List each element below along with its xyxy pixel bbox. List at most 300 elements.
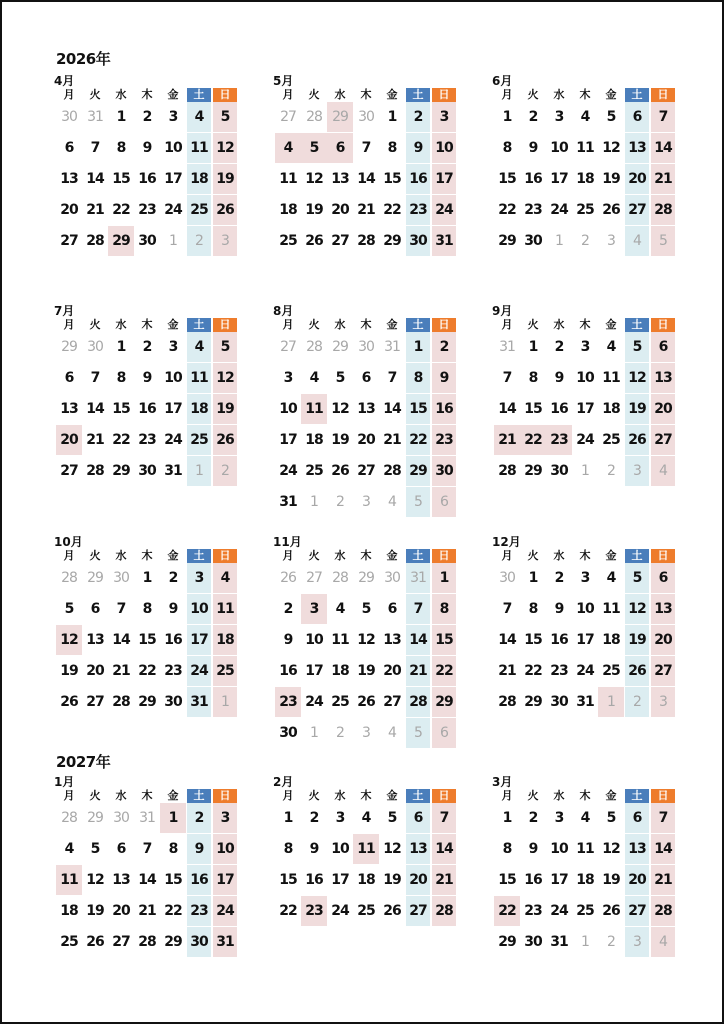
day-cell: 15 — [112, 171, 130, 187]
day-cell: 10 — [187, 594, 211, 624]
day-cell: 3 — [625, 456, 649, 486]
weekday-header: 月 — [282, 88, 294, 101]
week-row — [56, 133, 240, 163]
day-cell: 26 — [602, 903, 620, 919]
day-cell: 18 — [602, 632, 620, 648]
day-cell: 26 — [331, 463, 349, 479]
day-cell: 1 — [310, 725, 318, 741]
day-cell: 25 — [187, 425, 211, 455]
weekday-header: 火 — [308, 88, 320, 101]
week-row — [275, 164, 459, 194]
weekday-header: 木 — [141, 789, 153, 802]
day-cell: 7 — [142, 841, 152, 857]
day-cell: 30 — [61, 109, 77, 125]
month-title: 7月 — [54, 304, 75, 318]
day-cell: 8 — [116, 140, 126, 156]
month-block — [275, 304, 459, 517]
day-cell: 29 — [524, 694, 542, 710]
day-cell: 30 — [358, 339, 374, 355]
day-cell: 21 — [138, 903, 156, 919]
week-row — [275, 625, 459, 655]
day-cell: 4 — [625, 226, 649, 256]
day-cell: 11 — [576, 140, 594, 156]
day-cell: 22 — [112, 202, 130, 218]
day-cell: 3 — [580, 339, 590, 355]
day-cell: 4 — [651, 927, 675, 957]
day-cell: 29 — [164, 934, 182, 950]
weekday-header: 土 — [406, 88, 430, 102]
day-cell: 29 — [498, 934, 516, 950]
day-cell: 31 — [406, 563, 430, 593]
day-cell: 3 — [213, 803, 237, 833]
month-title: 4月 — [54, 74, 75, 88]
day-cell: 3 — [607, 233, 615, 249]
day-cell: 1 — [160, 803, 186, 833]
day-cell: 11 — [187, 133, 211, 163]
day-cell: 28 — [498, 694, 516, 710]
day-cell: 6 — [116, 841, 126, 857]
day-cell: 1 — [169, 233, 177, 249]
day-cell: 24 — [305, 694, 323, 710]
day-cell: 20 — [625, 865, 649, 895]
week-row — [494, 363, 678, 393]
day-cell: 23 — [301, 896, 327, 926]
day-cell: 6 — [64, 370, 74, 386]
day-cell: 13 — [651, 594, 675, 624]
day-cell: 5 — [625, 332, 649, 362]
day-cell: 17 — [550, 171, 568, 187]
day-cell: 30 — [187, 927, 211, 957]
day-cell: 6 — [387, 601, 397, 617]
weekday-header: 月 — [63, 88, 75, 101]
weekday-header: 金 — [605, 88, 617, 101]
day-cell: 6 — [327, 133, 353, 163]
day-cell: 23 — [138, 432, 156, 448]
day-cell: 10 — [279, 401, 297, 417]
day-cell: 1 — [502, 109, 512, 125]
weekday-header: 水 — [115, 549, 127, 562]
year-title-2026: 2026年 — [56, 50, 111, 68]
week-row — [275, 656, 459, 686]
week-row — [56, 803, 240, 833]
day-cell: 19 — [60, 663, 78, 679]
week-row — [275, 718, 459, 748]
day-cell: 1 — [432, 563, 456, 593]
day-cell: 30 — [384, 570, 400, 586]
weekday-header-row — [494, 549, 678, 563]
day-cell: 2 — [554, 339, 564, 355]
day-cell: 13 — [625, 133, 649, 163]
day-cell: 7 — [361, 140, 371, 156]
day-cell: 7 — [432, 803, 456, 833]
day-cell: 21 — [651, 865, 675, 895]
day-cell: 25 — [305, 463, 323, 479]
day-cell: 26 — [86, 934, 104, 950]
day-cell: 23 — [164, 663, 182, 679]
weekday-header: 土 — [625, 789, 649, 803]
day-cell: 1 — [187, 456, 211, 486]
day-cell: 31 — [432, 226, 456, 256]
weekday-header: 月 — [63, 549, 75, 562]
day-cell: 2 — [283, 601, 293, 617]
weekday-header: 土 — [187, 549, 211, 563]
day-cell: 2 — [432, 332, 456, 362]
month-title: 6月 — [492, 74, 513, 88]
week-row — [56, 687, 240, 717]
day-cell: 9 — [554, 370, 564, 386]
day-cell: 22 — [432, 656, 456, 686]
day-cell: 14 — [406, 625, 430, 655]
day-cell: 14 — [651, 133, 675, 163]
weekday-header: 金 — [605, 549, 617, 562]
day-cell: 16 — [138, 401, 156, 417]
day-cell: 7 — [651, 803, 675, 833]
week-row — [275, 834, 459, 864]
weekday-header-row — [56, 549, 240, 563]
month-block — [494, 535, 678, 717]
day-cell: 29 — [332, 339, 348, 355]
day-cell: 15 — [498, 171, 516, 187]
week-row — [494, 865, 678, 895]
day-cell: 18 — [60, 903, 78, 919]
day-cell: 7 — [502, 370, 512, 386]
day-cell: 6 — [406, 803, 430, 833]
weekday-header: 火 — [527, 88, 539, 101]
day-cell: 28 — [61, 810, 77, 826]
month-block — [56, 304, 240, 486]
day-cell: 29 — [61, 339, 77, 355]
day-cell: 17 — [576, 632, 594, 648]
month-title: 11月 — [273, 535, 302, 549]
day-cell: 30 — [113, 810, 129, 826]
day-cell: 20 — [625, 164, 649, 194]
day-cell: 25 — [602, 663, 620, 679]
day-cell: 7 — [387, 370, 397, 386]
day-cell: 4 — [361, 810, 371, 826]
day-cell: 17 — [213, 865, 237, 895]
day-cell: 31 — [139, 810, 155, 826]
day-cell: 16 — [187, 865, 211, 895]
day-cell: 2 — [142, 339, 152, 355]
day-cell: 28 — [383, 463, 401, 479]
day-cell: 15 — [138, 632, 156, 648]
month-block — [494, 775, 678, 957]
week-row — [56, 164, 240, 194]
day-cell: 12 — [213, 133, 237, 163]
day-cell: 26 — [60, 694, 78, 710]
day-cell: 24 — [164, 202, 182, 218]
day-cell: 4 — [335, 601, 345, 617]
day-cell: 30 — [550, 463, 568, 479]
day-cell: 11 — [56, 865, 82, 895]
day-cell: 13 — [625, 834, 649, 864]
day-cell: 24 — [576, 432, 594, 448]
day-cell: 23 — [138, 202, 156, 218]
day-cell: 30 — [499, 570, 515, 586]
day-cell: 1 — [555, 233, 563, 249]
week-row — [275, 394, 459, 424]
day-cell: 30 — [358, 109, 374, 125]
month-block — [275, 775, 459, 926]
day-cell: 24 — [164, 432, 182, 448]
weekday-header-row — [56, 88, 240, 102]
month-title: 1月 — [54, 775, 75, 789]
day-cell: 4 — [388, 494, 396, 510]
weekday-header: 月 — [282, 789, 294, 802]
day-cell: 9 — [528, 841, 538, 857]
weekday-header: 水 — [553, 549, 565, 562]
weekday-header: 木 — [141, 88, 153, 101]
weekday-header: 土 — [406, 549, 430, 563]
day-cell: 28 — [61, 570, 77, 586]
day-cell: 9 — [528, 140, 538, 156]
day-cell: 12 — [602, 140, 620, 156]
month-block — [56, 775, 240, 957]
week-row — [56, 625, 240, 655]
weekday-header: 金 — [167, 789, 179, 802]
day-cell: 11 — [331, 632, 349, 648]
day-cell: 8 — [502, 841, 512, 857]
week-row — [56, 927, 240, 957]
week-row — [56, 332, 240, 362]
month-block — [275, 74, 459, 256]
day-cell: 31 — [187, 687, 211, 717]
month-block — [56, 74, 240, 256]
day-cell: 2 — [528, 810, 538, 826]
weekday-header: 水 — [115, 318, 127, 331]
weekday-header-row — [275, 88, 459, 102]
weekday-header: 土 — [625, 88, 649, 102]
day-cell: 28 — [332, 570, 348, 586]
day-cell: 6 — [625, 803, 649, 833]
weekday-header-row — [494, 789, 678, 803]
day-cell: 29 — [108, 226, 134, 256]
day-cell: 8 — [168, 841, 178, 857]
month-title: 12月 — [492, 535, 521, 549]
day-cell: 1 — [116, 109, 126, 125]
week-row — [494, 133, 678, 163]
day-cell: 26 — [305, 233, 323, 249]
week-row — [275, 563, 459, 593]
day-cell: 12 — [86, 872, 104, 888]
weekday-header: 木 — [579, 318, 591, 331]
day-cell: 9 — [283, 632, 293, 648]
day-cell: 17 — [576, 401, 594, 417]
day-cell: 3 — [554, 810, 564, 826]
day-cell: 2 — [581, 233, 589, 249]
day-cell: 11 — [602, 601, 620, 617]
month-title: 10月 — [54, 535, 83, 549]
day-cell: 17 — [187, 625, 211, 655]
day-cell: 27 — [306, 570, 322, 586]
day-cell: 2 — [554, 570, 564, 586]
weekday-header: 月 — [501, 549, 513, 562]
weekday-header: 火 — [89, 789, 101, 802]
day-cell: 19 — [213, 394, 237, 424]
day-cell: 29 — [432, 687, 456, 717]
weekday-header: 土 — [187, 318, 211, 332]
day-cell: 18 — [305, 432, 323, 448]
day-cell: 15 — [524, 632, 542, 648]
weekday-header: 月 — [63, 789, 75, 802]
week-row — [56, 865, 240, 895]
day-cell: 4 — [187, 332, 211, 362]
day-cell: 28 — [406, 687, 430, 717]
day-cell: 18 — [602, 401, 620, 417]
day-cell: 22 — [524, 663, 542, 679]
day-cell: 14 — [383, 401, 401, 417]
day-cell: 21 — [406, 656, 430, 686]
day-cell: 29 — [383, 233, 401, 249]
day-cell: 4 — [388, 725, 396, 741]
day-cell: 10 — [550, 140, 568, 156]
day-cell: 1 — [528, 570, 538, 586]
day-cell: 4 — [606, 339, 616, 355]
weekday-header: 日 — [213, 88, 237, 102]
day-cell: 27 — [60, 233, 78, 249]
day-cell: 27 — [625, 195, 649, 225]
day-cell: 3 — [213, 226, 237, 256]
day-cell: 27 — [357, 463, 375, 479]
day-cell: 22 — [383, 202, 401, 218]
day-cell: 9 — [432, 363, 456, 393]
weekday-header: 金 — [386, 88, 398, 101]
day-cell: 27 — [86, 694, 104, 710]
day-cell: 5 — [387, 810, 397, 826]
month-block — [494, 74, 678, 256]
day-cell: 5 — [406, 487, 430, 517]
week-row — [275, 102, 459, 132]
week-row — [494, 164, 678, 194]
week-row — [275, 594, 459, 624]
day-cell: 8 — [116, 370, 126, 386]
week-row — [275, 803, 459, 833]
day-cell: 24 — [432, 195, 456, 225]
weekday-header: 水 — [115, 88, 127, 101]
day-cell: 3 — [651, 687, 675, 717]
week-row — [494, 226, 678, 256]
day-cell: 24 — [550, 903, 568, 919]
day-cell: 9 — [168, 601, 178, 617]
day-cell: 1 — [581, 934, 589, 950]
week-row — [56, 834, 240, 864]
day-cell: 21 — [498, 663, 516, 679]
week-row — [494, 195, 678, 225]
month-block — [56, 535, 240, 717]
day-cell: 4 — [64, 841, 74, 857]
day-cell: 2 — [309, 810, 319, 826]
day-cell: 23 — [524, 202, 542, 218]
day-cell: 20 — [383, 663, 401, 679]
day-cell: 28 — [498, 463, 516, 479]
day-cell: 29 — [138, 694, 156, 710]
week-row — [56, 394, 240, 424]
weekday-header: 木 — [579, 549, 591, 562]
weekday-header: 木 — [141, 318, 153, 331]
week-row — [494, 834, 678, 864]
week-row — [494, 394, 678, 424]
day-cell: 12 — [213, 363, 237, 393]
day-cell: 14 — [112, 632, 130, 648]
week-row — [56, 363, 240, 393]
day-cell: 26 — [213, 195, 237, 225]
year-title-2027: 2027年 — [56, 753, 111, 771]
week-row — [275, 865, 459, 895]
day-cell: 28 — [86, 233, 104, 249]
day-cell: 30 — [524, 233, 542, 249]
day-cell: 20 — [651, 625, 675, 655]
day-cell: 17 — [279, 432, 297, 448]
day-cell: 31 — [576, 694, 594, 710]
day-cell: 1 — [502, 810, 512, 826]
weekday-header: 水 — [553, 318, 565, 331]
day-cell: 18 — [357, 872, 375, 888]
week-row — [275, 226, 459, 256]
day-cell: 13 — [60, 171, 78, 187]
day-cell: 2 — [406, 102, 430, 132]
week-row — [494, 927, 678, 957]
day-cell: 3 — [168, 339, 178, 355]
weekday-header: 月 — [63, 318, 75, 331]
weekday-header: 水 — [334, 549, 346, 562]
day-cell: 4 — [187, 102, 211, 132]
day-cell: 26 — [213, 425, 237, 455]
day-cell: 23 — [275, 687, 301, 717]
week-row — [494, 803, 678, 833]
day-cell: 14 — [138, 872, 156, 888]
day-cell: 8 — [528, 601, 538, 617]
day-cell: 12 — [602, 841, 620, 857]
day-cell: 13 — [357, 401, 375, 417]
week-row — [275, 487, 459, 517]
week-row — [56, 656, 240, 686]
day-cell: 28 — [651, 195, 675, 225]
day-cell: 2 — [336, 494, 344, 510]
weekday-header: 水 — [115, 789, 127, 802]
week-row — [56, 563, 240, 593]
week-row — [494, 332, 678, 362]
day-cell: 10 — [576, 370, 594, 386]
month-title: 3月 — [492, 775, 513, 789]
day-cell: 31 — [164, 463, 182, 479]
day-cell: 19 — [331, 432, 349, 448]
weekday-header: 日 — [651, 789, 675, 803]
day-cell: 21 — [112, 663, 130, 679]
day-cell: 22 — [112, 432, 130, 448]
day-cell: 16 — [550, 401, 568, 417]
day-cell: 15 — [406, 394, 430, 424]
day-cell: 23 — [524, 903, 542, 919]
day-cell: 21 — [651, 164, 675, 194]
day-cell: 2 — [336, 725, 344, 741]
day-cell: 11 — [301, 394, 327, 424]
day-cell: 27 — [280, 339, 296, 355]
day-cell: 8 — [142, 601, 152, 617]
day-cell: 17 — [305, 663, 323, 679]
day-cell: 28 — [138, 934, 156, 950]
day-cell: 24 — [279, 463, 297, 479]
weekday-header: 日 — [651, 549, 675, 563]
day-cell: 14 — [651, 834, 675, 864]
day-cell: 18 — [279, 202, 297, 218]
day-cell: 11 — [602, 370, 620, 386]
day-cell: 19 — [383, 872, 401, 888]
week-row — [56, 425, 240, 455]
weekday-header: 日 — [432, 88, 456, 102]
weekday-header: 月 — [282, 318, 294, 331]
day-cell: 29 — [524, 463, 542, 479]
day-cell: 10 — [550, 841, 568, 857]
